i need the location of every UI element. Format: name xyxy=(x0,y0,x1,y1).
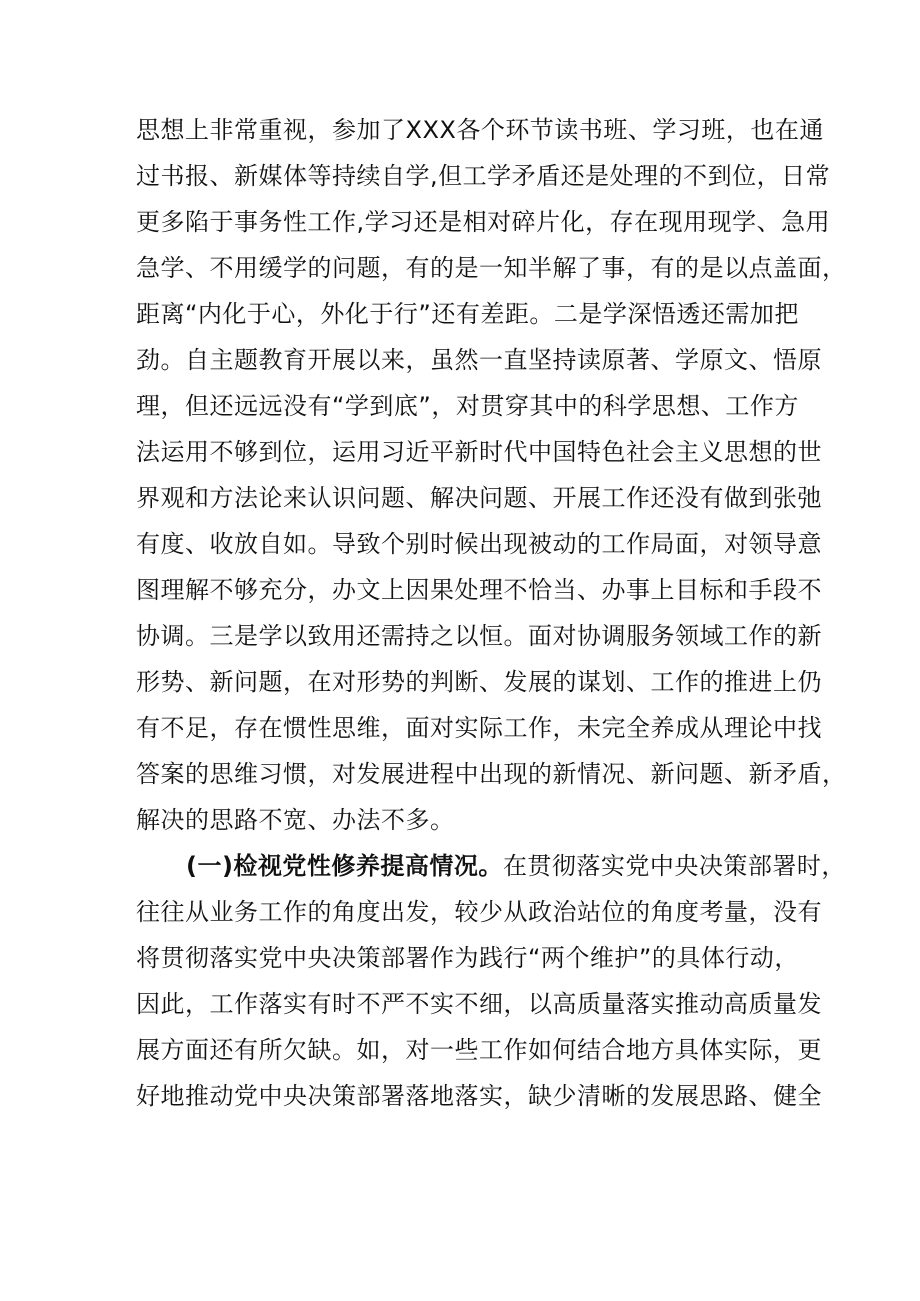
paragraph-line: 好地推动党中央决策部署落地落实，缺少清晰的发展思路、健全 xyxy=(136,1082,822,1110)
paragraph-line: 图理解不够充分，办文上因果处理不恰当、办事上目标和手段不 xyxy=(136,576,822,604)
paragraph-line: 距离“内化于心，外化于行”还有差距。二是学深悟透还需加把 xyxy=(136,300,799,328)
paragraph-line: 法运用不够到位，运用习近平新时代中国特色社会主义思想的世 xyxy=(136,438,822,466)
paragraph-text: 在贯彻落实党中央决策部署时， xyxy=(502,852,846,880)
paragraph-line: 形势、新问题，在对形势的判断、发展的谋划、工作的推进上仍 xyxy=(136,668,822,696)
paragraph-line: 过书报、新媒体等持续自学,但工学矛盾还是处理的不到位，日常 xyxy=(136,162,831,190)
paragraph-line: 展方面还有所欠缺。如，对一些工作如何结合地方具体实际，更 xyxy=(136,1036,822,1064)
paragraph-line: 更多陷于事务性工作,学习还是相对碎片化，存在现用现学、急用 xyxy=(136,208,831,236)
paragraph-line: 有度、收放自如。导致个别时候出现被动的工作局面，对领导意 xyxy=(136,530,822,558)
paragraph-line: 往往从业务工作的角度出发，较少从政治站位的角度考量，没有 xyxy=(136,898,822,926)
paragraph-line: 劲。自主题教育开展以来，虽然一直坚持读原著、学原文、悟原 xyxy=(136,346,822,374)
paragraph-line: 因此，工作落实有时不严不实不细，以高质量落实推动高质量发 xyxy=(136,990,822,1018)
paragraph-first-line xyxy=(186,848,846,884)
paragraph-line: 解决的思路不宽、办法不多。 xyxy=(136,806,455,834)
paragraph-line: 将贯彻落实党中央决策部署作为践行“两个维护”的具体行动， xyxy=(136,944,799,972)
paragraph-line: 界观和方法论来认识问题、解决问题、开展工作还没有做到张弛 xyxy=(136,484,822,512)
paragraph-line: 协调。三是学以致用还需持之以恒。面对协调服务领域工作的新 xyxy=(136,622,822,650)
paragraph-line: 思想上非常重视，参加了XXX各个环节读书班、学习班，也在通 xyxy=(136,116,824,144)
section-heading: (一)检视党性修养提高情况。 xyxy=(186,852,503,880)
paragraph-line: 理，但还远远没有“学到底”，对贯穿其中的科学思想、工作方 xyxy=(136,392,799,420)
paragraph-line: 答案的思维习惯，对发展进程中出现的新情况、新问题、新矛盾， xyxy=(136,760,847,788)
paragraph-line: 有不足，存在惯性思维，面对实际工作，未完全养成从理论中找 xyxy=(136,714,822,742)
paragraph-line: 急学、不用缓学的问题，有的是一知半解了事，有的是以点盖面， xyxy=(136,254,847,282)
